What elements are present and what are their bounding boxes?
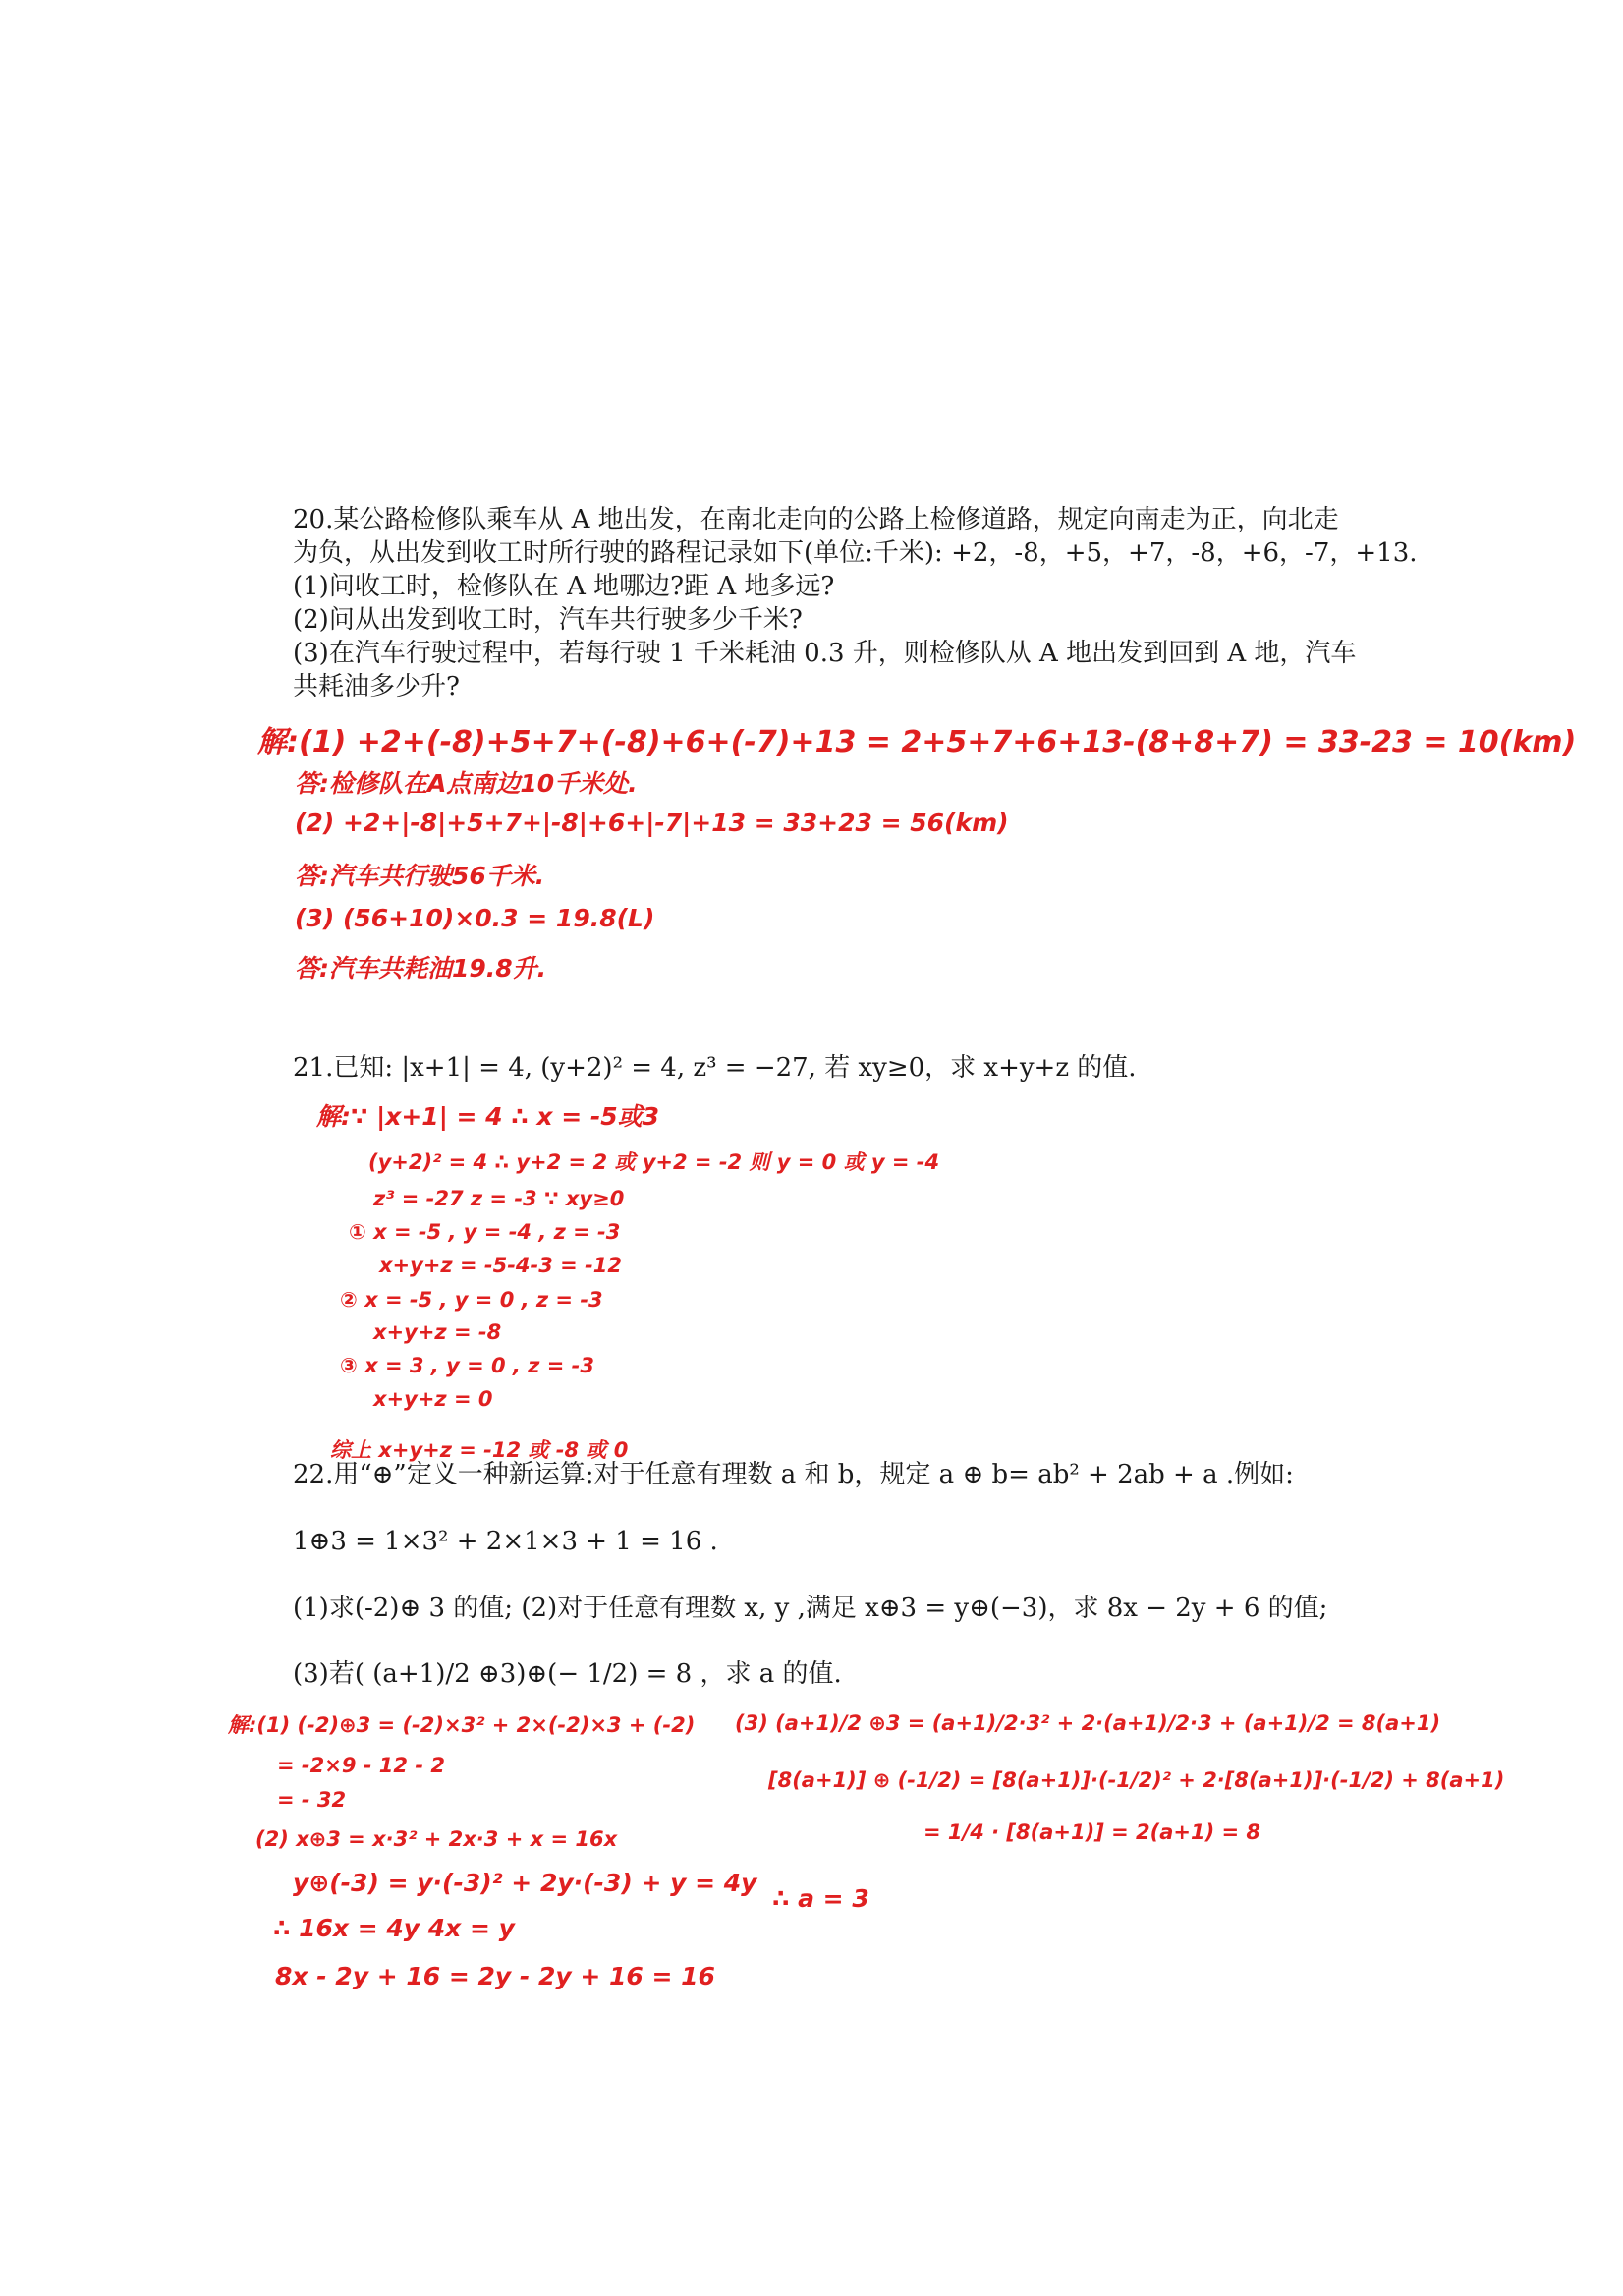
solution-22-line: [8(a+1)] ⊕ (-1/2) = [8(a+1)]·(-1/2)² + 2·[8(a+1)]·(-1/2) + 8(a+1) (768, 1768, 1505, 1792)
solution-20-line: (2) +2+|-8|+5+7+|-8|+6+|-7|+13 = 33+23 = 56(km) (295, 809, 1009, 837)
solution-22-line: (2) x⊕3 = x·3² + 2x·3 + x = 16x (255, 1827, 618, 1851)
solution-22-conclusion: ∴ a = 3 (772, 1884, 869, 1913)
solution-22-line: = - 32 (277, 1788, 347, 1812)
solution-21-line: ③ x = 3 , y = 0 , z = -3 (340, 1354, 594, 1377)
solution-22-line: 8x - 2y + 16 = 2y - 2y + 16 = 16 (275, 1962, 715, 1990)
question-20-line: 共耗油多少升? (293, 672, 460, 701)
solution-22-line: = -2×9 - 12 - 2 (277, 1754, 445, 1777)
solution-21-line: x+y+z = -5-4-3 = -12 (379, 1254, 623, 1277)
solution-21-line: z³ = -27 z = -3 ∵ xy≥0 (373, 1187, 625, 1210)
solution-22-line: ∴ 16x = 4y 4x = y (273, 1914, 515, 1942)
solution-22-line: y⊕(-3) = y·(-3)² + 2y·(-3) + y = 4y (293, 1869, 757, 1897)
question-20-line: 20.某公路检修队乘车从 A 地出发，在南北走向的公路上检修道路，规定向南走为正，向北走 (293, 505, 1339, 534)
solution-20-answer: 答:检修队在A点南边10千米处. (295, 769, 638, 798)
question-22-example: 1⊕3 = 1×3² + 2×1×3 + 1 = 16 . (293, 1527, 718, 1556)
question-21: 21.已知: |x+1| = 4, (y+2)² = 4, z³ = −27, 若 xy≥0，求 x+y+z 的值. (293, 1053, 1137, 1083)
question-22-line: 22.用“⊕”定义一种新运算:对于任意有理数 a 和 b，规定 a ⊕ b= ab² + 2ab + a .例如: (293, 1460, 1294, 1489)
solution-21-conclusion: 综上 x+y+z = -12 或 -8 或 0 (330, 1438, 629, 1462)
solution-20-answer: 答:汽车共耗油19.8升. (295, 954, 547, 982)
solution-21-line: x+y+z = 0 (373, 1387, 493, 1411)
question-20-line: (2)问从出发到收工时，汽车共行驶多少千米? (293, 605, 803, 635)
solution-20-line: 解:(1) +2+(-8)+5+7+(-8)+6+(-7)+13 = 2+5+7+6+13-(8+8+7) = 33-23 = 10(km) (257, 725, 1577, 759)
solution-22-line: (3) (a+1)/2 ⊕3 = (a+1)/2·3² + 2·(a+1)/2·3 + (a+1)/2 = 8(a+1) (735, 1711, 1441, 1735)
solution-21-line: 解:∵ |x+1| = 4 ∴ x = -5或3 (316, 1102, 660, 1131)
solution-22-line: = 1/4 · [8(a+1)] = 2(a+1) = 8 (923, 1820, 1261, 1844)
solution-20-answer: 答:汽车共行驶56千米. (295, 862, 545, 890)
question-22-line: (3)若( (a+1)/2 ⊕3)⊕(− 1/2) = 8 ，求 a 的值. (293, 1659, 842, 1689)
solution-21-line: (y+2)² = 4 ∴ y+2 = 2 或 y+2 = -2 则 y = 0 或 y = -4 (368, 1150, 940, 1174)
solution-20-line: (3) (56+10)×0.3 = 19.8(L) (295, 904, 655, 932)
solution-22-line: 解:(1) (-2)⊕3 = (-2)×3² + 2×(-2)×3 + (-2) (228, 1713, 696, 1737)
solution-21-line: x+y+z = -8 (373, 1320, 502, 1344)
question-22-line: (1)求(-2)⊕ 3 的值; (2)对于任意有理数 x, y ,满足 x⊕3 = y⊕(−3)，求 8x − 2y + 6 的值; (293, 1594, 1328, 1623)
solution-21-line: ② x = -5 , y = 0 , z = -3 (340, 1288, 603, 1312)
solution-21-line: ① x = -5 , y = -4 , z = -3 (349, 1220, 621, 1244)
question-20-line: (3)在汽车行驶过程中，若每行驶 1 千米耗油 0.3 升，则检修队从 A 地出发到回到 A 地，汽车 (293, 639, 1357, 668)
question-20-line: (1)问收工时，检修队在 A 地哪边?距 A 地多远? (293, 572, 835, 601)
question-20-line: 为负，从出发到收工时所行驶的路程记录如下(单位:千米): +2，-8，+5，+7，-8，+6，-7，+13. (293, 538, 1418, 568)
